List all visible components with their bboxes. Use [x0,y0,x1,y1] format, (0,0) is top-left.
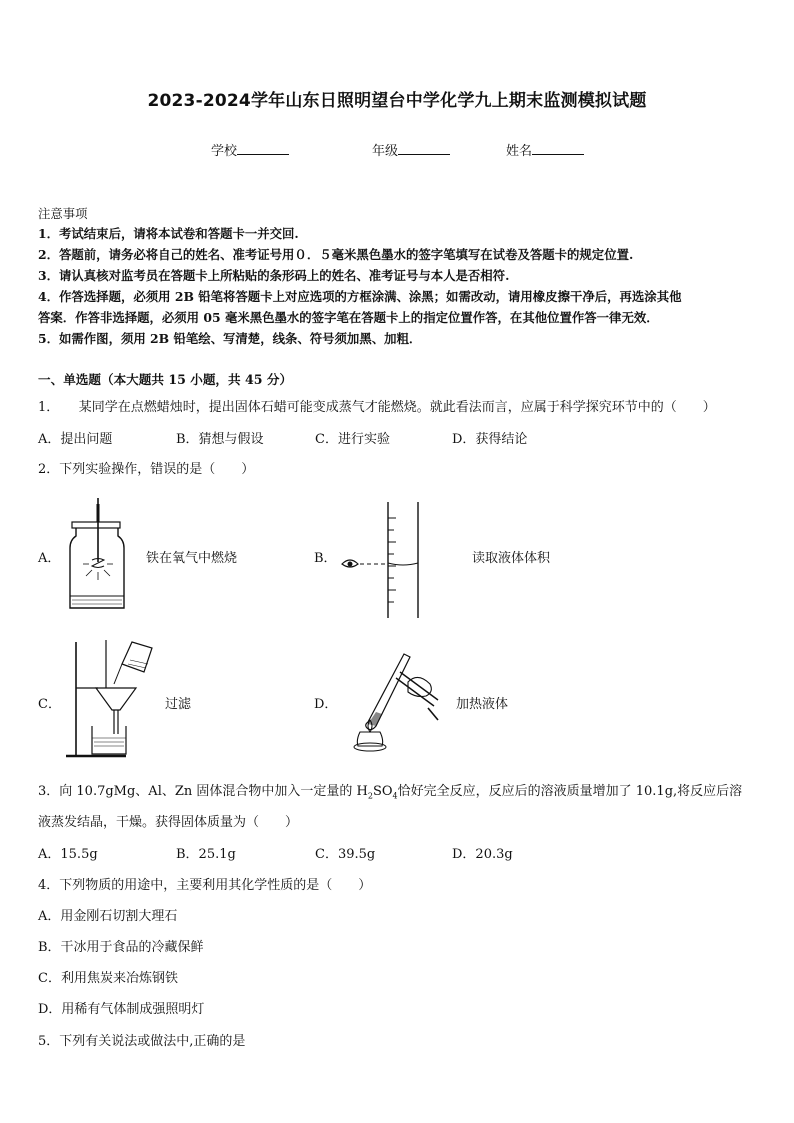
q1-option-c[interactable]: C．进行实验 [315,432,390,447]
name-label: 姓名 [506,144,533,159]
school-blank[interactable] [237,142,289,155]
q1-option-a[interactable]: A．提出问题 [38,432,113,447]
test-tube-heating-icon [338,648,446,752]
question-3-stem-line-2: 液蒸发结晶，干燥。获得固体质量为（ ） [38,815,299,830]
question-1-stem: 1． 某同学在点燃蜡烛时，提出固体石蜡可能变成蒸气才能燃烧。就此看法而言，应属于科学探究环节中的（ ） [38,400,716,415]
q3-option-b[interactable]: B．25.1g [176,847,236,862]
q2-option-c-caption: 过滤 [165,697,192,712]
q2-option-d-letter[interactable]: D． [314,697,338,712]
grade-blank[interactable] [398,142,450,155]
name-blank[interactable] [532,142,584,155]
q2-option-b-caption: 读取液体体积 [472,551,551,566]
q4-option-c[interactable]: C．利用焦炭来冶炼钢铁 [38,971,178,986]
q1-option-b[interactable]: B．猜想与假设 [176,432,264,447]
notice-item: 5．如需作图，须用 2B 铅笔绘、写清楚，线条、符号须加黑、加粗． [38,331,422,346]
q2-option-a-letter[interactable]: A． [38,551,61,566]
notice-heading: 注意事项 [38,206,88,221]
notice-item: 4．作答选择题，必须用 2B 铅笔将答题卡上对应选项的方框涂满、涂黑；如需改动，请用橡皮擦干净后，再选涂其他 [38,289,682,304]
gas-bottle-iron-burning-icon [62,498,132,613]
q3-option-c[interactable]: C．39.5g [315,847,376,862]
q2-option-b-letter[interactable]: B． [314,551,337,566]
q4-option-a[interactable]: A．用金刚石切割大理石 [38,909,178,924]
section-heading: 一、单选题（本大题共 15 小题，共 45 分） [38,372,293,387]
q3-option-d[interactable]: D．20.3g [452,847,513,862]
filtration-setup-icon [62,638,158,762]
q4-option-b[interactable]: B．干冰用于食品的冷藏保鲜 [38,940,204,955]
q2-option-c-letter[interactable]: C． [38,697,61,712]
page-title: 2023-2024学年山东日照明望台中学化学九上期末监测模拟试题 [147,91,647,111]
school-field[interactable] [211,140,289,159]
notice-item: 答案．作答非选择题，必须用 05 毫米黑色墨水的签字笔在答题卡上的指定位置作答，在其他位置作答一律无效． [38,310,659,325]
school-label: 学校 [211,144,238,159]
q2-option-d-caption: 加热液体 [456,697,509,712]
q4-option-d[interactable]: D．用稀有气体制成强照明灯 [38,1002,205,1017]
q1-option-d[interactable]: D．获得结论 [452,432,528,447]
notice-item: 3．请认真核对监考员在答题卡上所粘贴的条形码上的姓名、准考证号与本人是否相符. [38,268,510,283]
grade-field[interactable] [372,140,450,159]
notice-item: 1．考试结束后，请将本试卷和答题卡一并交回. [38,226,299,241]
q2-option-a-caption: 铁在氧气中燃烧 [146,551,238,566]
graduated-cylinder-reading-icon [338,502,428,620]
notice-item: 2．答题前，请务必将自己的姓名、准考证号用０．５毫米黑色墨水的签字笔填写在试卷及答题卡的规定位置. [38,247,634,262]
q3-option-a[interactable]: A．15.5g [38,847,98,862]
name-field[interactable] [506,140,584,159]
question-4-stem: 4．下列物质的用途中，主要利用其化学性质的是（ ） [38,878,372,893]
question-5-stem: 5．下列有关说法或做法中,正确的是 [38,1034,246,1049]
grade-label: 年级 [372,144,399,159]
question-3-stem-line-1: 3．向 10.7gMg、Al、Zn 固体混合物中加入一定量的 $H_2SO_4$恰好完全反应，反应后的溶液质量增加了 10.1g,将反应后溶 [38,784,743,801]
question-2-stem: 2．下列实验操作，错误的是（ ） [38,462,255,477]
